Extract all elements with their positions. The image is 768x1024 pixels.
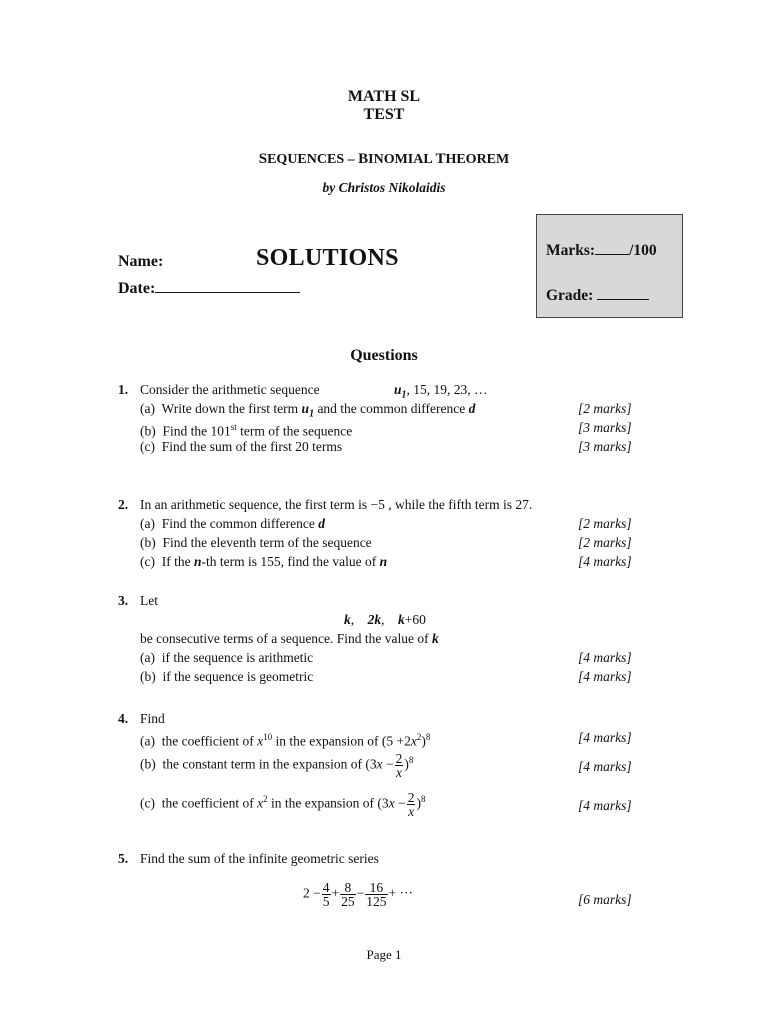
date-label: Date: xyxy=(118,280,156,297)
part-c-marks: [4 marks] xyxy=(578,554,632,569)
marks-total: /100 xyxy=(629,242,657,259)
part-b-marks: [3 marks] xyxy=(578,420,632,435)
part-b-marks: [4 marks] xyxy=(578,759,632,774)
part-c: (c) the coefficient of $x^2$ in the expansion of (3x − $\frac{2}{x}$ )$^8$ xyxy=(140,789,426,819)
marks-field xyxy=(546,240,657,260)
score-box xyxy=(536,214,683,318)
question-stem: Find xyxy=(140,711,165,726)
part-b: (b) Find the 101st term of the sequence xyxy=(140,422,353,439)
test-topic: SEQUENCES – BINOMIAL THEOREM xyxy=(258,151,510,167)
question-stem: In an arithmetic sequence, the first term is −5 , while the fifth term is 27. xyxy=(140,497,533,512)
part-b-marks: [4 marks] xyxy=(578,669,632,684)
part-b: (b) the constant term in the expansion of (3x − $\frac{2}{x}$ )$^8$ xyxy=(140,750,414,780)
name-label: Name: xyxy=(118,253,164,270)
part-a-marks: [2 marks] xyxy=(578,401,632,416)
grade-label: Grade: xyxy=(546,287,594,304)
question-number: 3. xyxy=(118,593,129,608)
questions-heading: Questions xyxy=(350,347,418,364)
part-b: (b) if the sequence is geometric xyxy=(140,669,314,684)
date-field xyxy=(118,278,300,298)
author: by Christos Nikolaidis xyxy=(322,180,446,195)
question-number: 4. xyxy=(118,711,129,726)
fraction: $\frac{4}{5}$ xyxy=(322,880,330,909)
question-stem: Let xyxy=(140,593,158,608)
fraction: $\frac{2}{x}$ xyxy=(395,750,403,780)
question-stem: Consider the arithmetic sequence xyxy=(140,382,320,397)
question-5-marks: [6 marks] xyxy=(578,892,632,907)
name-value: SOLUTIONS xyxy=(256,245,399,271)
fraction: $\frac{16}{125}$ xyxy=(366,880,387,909)
part-a: (a) the coefficient of $x^{10}$ in the expansion of $(5 +2x^2)^8$ xyxy=(140,732,431,749)
grade-field xyxy=(546,285,649,305)
part-b-marks: [2 marks] xyxy=(578,535,632,550)
part-a-marks: [2 marks] xyxy=(578,516,632,531)
part-a: (a) Find the common difference d xyxy=(140,516,325,531)
question-stem: Find the sum of the infinite geometric series xyxy=(140,851,379,866)
test-subject: MATH SL xyxy=(347,88,421,105)
part-a-marks: [4 marks] xyxy=(578,730,632,745)
fraction: $\frac{8}{25}$ xyxy=(341,880,355,909)
question-stem-2: be consecutive terms of a sequence. Find the value of k xyxy=(140,631,439,646)
part-a: (a) Write down the first term $u_1$ and the common difference d xyxy=(140,401,476,420)
series-expression: 2 − $\frac{4}{5}$ + $\frac{8}{25}$ − $\frac{16}{125}$ + ··· xyxy=(303,880,413,909)
sequence-terms: k, 2k, k+60 xyxy=(344,612,426,627)
part-c-marks: [4 marks] xyxy=(578,798,632,813)
date-blank xyxy=(155,278,300,293)
question-number: 1. xyxy=(118,382,129,397)
question-number: 2. xyxy=(118,497,129,512)
grade-blank xyxy=(597,285,649,300)
marks-label: Marks: xyxy=(546,242,596,259)
part-a: (a) if the sequence is arithmetic xyxy=(140,650,314,665)
question-number: 5. xyxy=(118,851,129,866)
part-c-marks: [3 marks] xyxy=(578,439,632,454)
part-c: (c) If the n-th term is 155, find the value of n xyxy=(140,554,388,569)
part-a-marks: [4 marks] xyxy=(578,650,632,665)
part-c: (c) Find the sum of the first 20 terms xyxy=(140,439,343,454)
part-b: (b) Find the eleventh term of the sequence xyxy=(140,535,372,550)
page-number: Page 1 xyxy=(366,947,402,962)
test-type: TEST xyxy=(363,106,405,123)
fraction: $\frac{2}{x}$ xyxy=(407,789,415,819)
marks-blank xyxy=(595,240,629,255)
sequence: $u_1$, 15, 19, 23, … xyxy=(394,382,488,401)
